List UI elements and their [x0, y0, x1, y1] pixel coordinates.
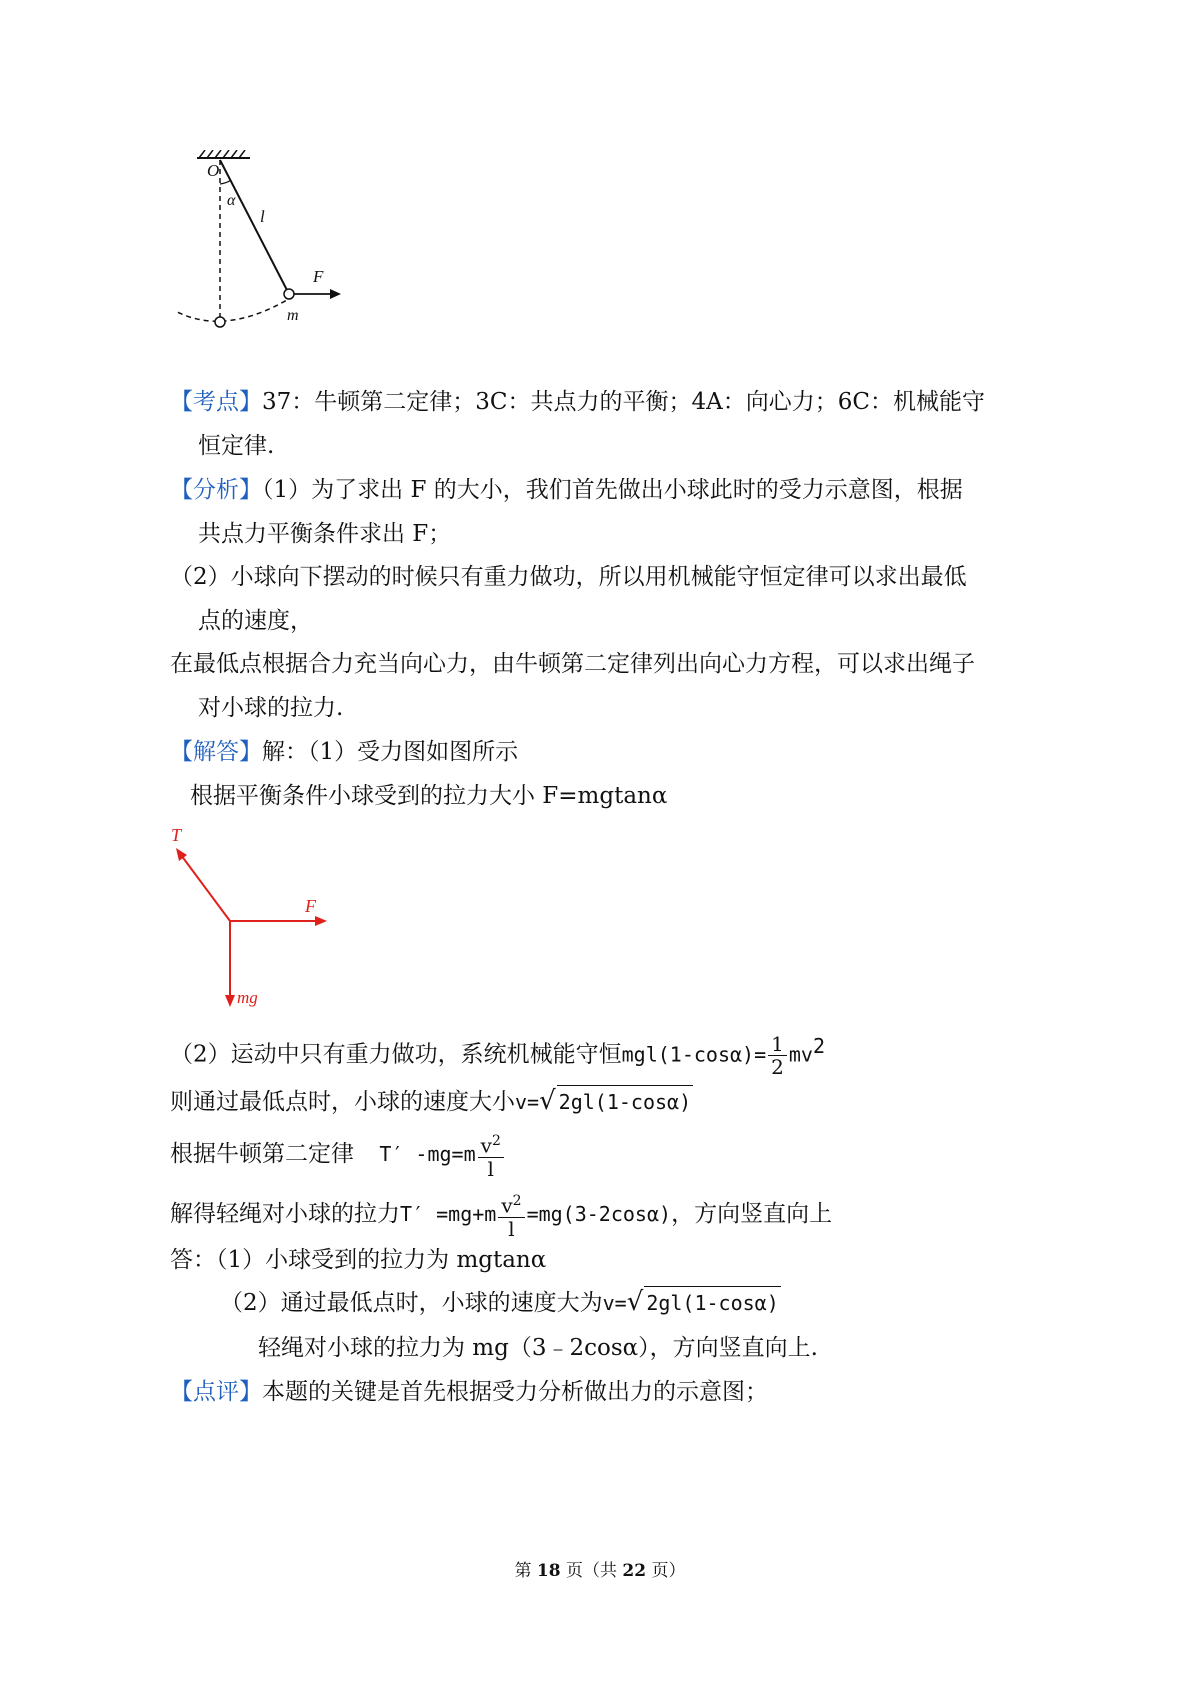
frac-num: 1 [768, 1033, 787, 1056]
energy-eq-frac [768, 1033, 787, 1078]
dianping-text-1: 本题的关键是首先根据受力分析做出力的示意图； [262, 1379, 768, 1405]
fenxi-line-3 [170, 561, 967, 593]
dianping-tag: 【点评】 [170, 1379, 262, 1405]
footer-middle: 页（共 [560, 1561, 623, 1581]
answer-line-2 [220, 1286, 781, 1319]
ceiling-hatch [199, 150, 245, 158]
fenxi-text-1: （1）为了求出 F 的大小，我们首先做出小球此时的受力示意图，根据 [262, 477, 963, 503]
kaodian-line-1 [170, 386, 985, 418]
jieda-line-3 [170, 1030, 825, 1078]
newton-eq-frac [478, 1130, 504, 1180]
footer-prefix: 第 [514, 1561, 537, 1581]
answer-velocity-sqrt: 2gl(1-cosα) [644, 1286, 780, 1319]
fenxi-text-3: （2）小球向下摆动的时候只有重力做功，所以用机械能守恒定律可以求出最低 [170, 564, 967, 590]
frac-den-2: l [487, 1156, 494, 1181]
footer-page-number: 18 [536, 1561, 561, 1581]
answer-text-2: （2）通过最低点时，小球的速度大为 [220, 1290, 603, 1316]
jieda-text-5: 根据牛顿第二定律 [170, 1140, 354, 1167]
sqrt-sign: √ [539, 1086, 556, 1116]
fenxi-text-4: 点的速度， [198, 608, 313, 634]
alpha-arc [220, 180, 231, 184]
sqrt-sign-2: √ [626, 1287, 644, 1317]
energy-eq-a: mgl(1-cosα)= [621, 1042, 767, 1067]
fenxi-text-5: 在最低点根据合力充当向心力，由牛顿第二定律列出向心力方程，可以求出绳子 [170, 651, 975, 677]
fenxi-tag: 【分析】 [170, 477, 262, 503]
kaodian-tag: 【考点】 [170, 389, 262, 415]
page-footer [0, 1556, 1200, 1581]
label-mg: mg [237, 988, 258, 1007]
tension-eq-a: T′ =mg+m [400, 1201, 497, 1226]
tension-eq-b: =mg(3-2cosα) [526, 1201, 672, 1226]
fenxi-line-4 [198, 605, 313, 637]
velocity-eq: v= [515, 1090, 540, 1114]
frac-den: 2 [771, 1055, 784, 1080]
ball-m [284, 289, 294, 299]
label-l: l [260, 207, 265, 226]
label-O: O [207, 161, 220, 180]
jieda-text-2: 根据平衡条件小球受到的拉力大小 F=mgtanα [190, 783, 668, 809]
force-T-line [181, 855, 230, 921]
dianping-line-1 [170, 1376, 768, 1408]
jieda-text-3: （2）运动中只有重力做功，系统机械能守恒 [170, 1041, 622, 1068]
footer-suffix: 页） [646, 1561, 686, 1581]
kaodian-line-2 [198, 430, 274, 462]
fenxi-line-2 [198, 518, 451, 550]
answer-line-3 [258, 1332, 818, 1364]
jieda-line-6 [170, 1190, 832, 1240]
label-alpha: α [227, 192, 236, 209]
fenxi-text-2: 共点力平衡条件求出 F； [198, 521, 452, 547]
label-m: m [287, 307, 299, 324]
footer-total-pages: 22 [622, 1561, 647, 1581]
jieda-text-4: 则通过最低点时，小球的速度大小 [170, 1089, 515, 1115]
jieda-line-1 [170, 736, 518, 768]
fenxi-line-1 [170, 474, 963, 506]
fenxi-line-5 [170, 648, 975, 680]
fenxi-text-6: 对小球的拉力. [198, 695, 344, 721]
force-mg-arrowhead [225, 995, 235, 1007]
label-F-2: F [305, 896, 316, 916]
force-T-arrowhead [176, 848, 187, 861]
ball-bottom [215, 317, 225, 327]
jieda-line-5 [170, 1130, 506, 1180]
answer-line-1 [170, 1244, 546, 1276]
answer-text-1: 答：（1）小球受到的拉力为 mgtanα [170, 1247, 547, 1273]
newton-eq: T′ -mg=m [379, 1141, 476, 1166]
jieda-line-4 [170, 1085, 693, 1118]
jieda-text-6: 解得轻绳对小球的拉力 [170, 1200, 400, 1227]
jieda-line-2 [190, 780, 667, 812]
frac-num-2: $v^2$ [478, 1130, 504, 1158]
tension-tail: ，方向竖直向上 [671, 1200, 833, 1227]
jieda-text-1: 解：（1）受力图如图所示 [262, 739, 519, 765]
swing-arc [175, 300, 287, 321]
force-F-arrowhead [330, 289, 341, 299]
label-F: F [313, 267, 324, 286]
energy-eq-sup: 2 [812, 1034, 826, 1058]
fenxi-line-6 [198, 692, 343, 724]
answer-velocity-eq: v= [602, 1291, 627, 1315]
kaodian-text-1: 37：牛顿第二定律；3C：共点力的平衡；4A：向心力；6C：机械能守 [262, 389, 985, 415]
label-T: T [171, 825, 182, 845]
answer-text-3: 轻绳对小球的拉力为 mg（3﹣2cosα），方向竖直向上. [258, 1335, 818, 1361]
kaodian-text-2: 恒定律. [198, 433, 275, 459]
energy-eq-b: mv [788, 1042, 813, 1067]
velocity-sqrt: 2gl(1-cosα) [557, 1085, 693, 1118]
frac-num-3: $v^2$ [498, 1190, 524, 1218]
force-diagram [165, 825, 345, 1015]
force-F-arrowhead-2 [315, 916, 327, 926]
pendulum-figure [175, 150, 375, 350]
tension-eq-frac [498, 1190, 524, 1240]
frac-den-3: l [508, 1216, 515, 1241]
jieda-tag: 【解答】 [170, 739, 262, 765]
